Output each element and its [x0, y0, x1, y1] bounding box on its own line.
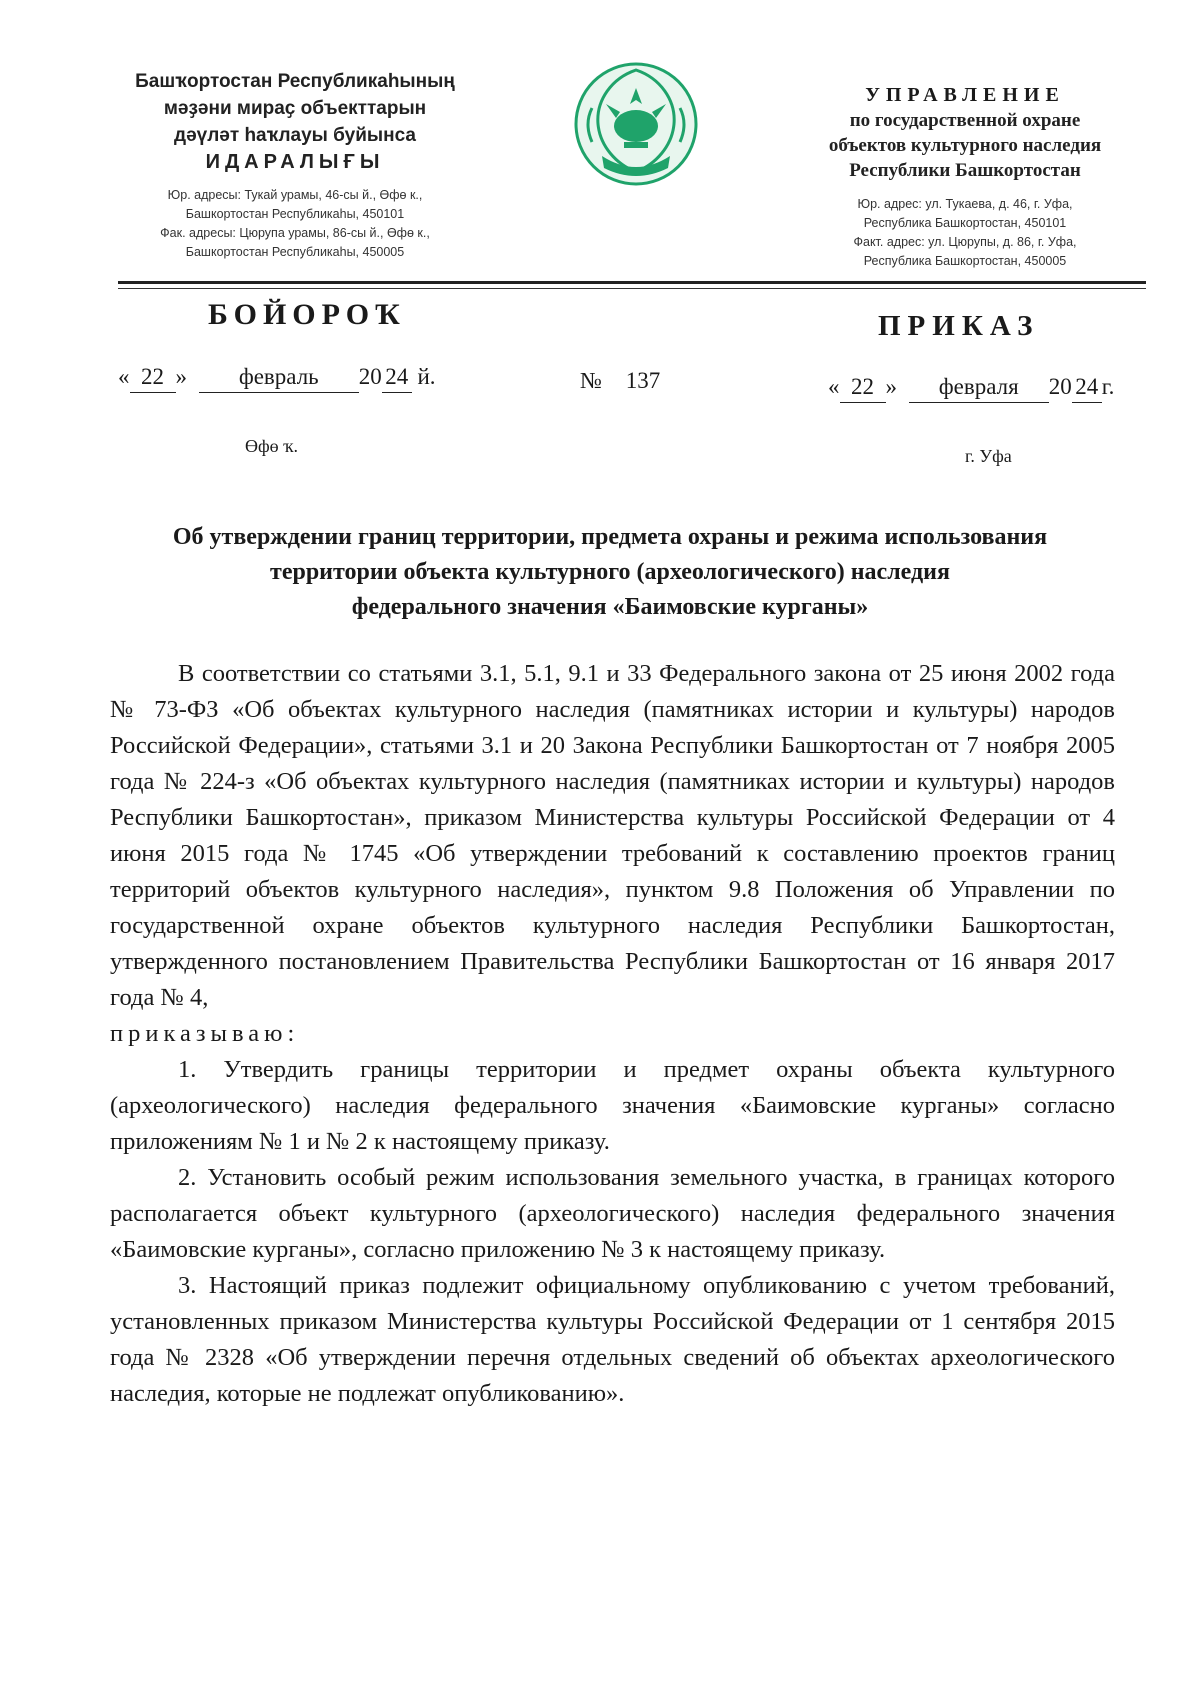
date-day: 22 — [840, 372, 886, 403]
date-month: февраль — [199, 362, 359, 393]
date-year-prefix: 20 — [1048, 374, 1072, 399]
title-line: Об утверждении границ территории, предмета охраны и режима использования — [172, 524, 1048, 550]
address-line: Юр. адресы: Тукай урамы, 46-сы й., Өфө к., — [167, 188, 423, 202]
header-left — [110, 68, 480, 262]
date-line-right: « 22 » февраля 20 24 г. — [828, 372, 1114, 403]
date-year-unit: й. — [417, 364, 436, 389]
number-value: 137 — [625, 368, 661, 393]
date-line-left: « 22 » февраль 20 24 й. — [118, 362, 436, 393]
date-month: февраля — [909, 372, 1049, 403]
address-block-right — [795, 195, 1135, 271]
org-name-line-1: по государственной охране — [849, 110, 1081, 131]
order-item-2: 2. Установить особый режим использования земельного участка, в границах которого располагается объект культурного (археологического) наследия федерального значения «Баимовские курганы», согласно приложению № 3 к настоящему приказу. — [110, 1164, 1115, 1263]
address-line: Республика Башкортостан, 450005 — [863, 254, 1067, 268]
place-russian: г. Уфа — [965, 446, 1012, 466]
date-year-suffix: 24 — [382, 362, 412, 393]
header-right — [795, 82, 1135, 271]
org-name-line-1: Башҡортостан Республикаһының — [135, 71, 455, 92]
title-line: федерального значения «Баимовские курганы» — [351, 594, 869, 620]
org-title: УПРАВЛЕНИЕ — [865, 84, 1065, 106]
order-label-bashkir: БОЙОРОҠ — [208, 298, 406, 331]
order-word: приказываю: — [110, 1020, 300, 1047]
header-divider-thick — [118, 281, 1146, 284]
org-name-line-2: мәҙәни мираҫ объекттарын — [163, 98, 427, 119]
order-item-1: 1. Утвердить границы территории и предмет охраны объекта культурного (археологического) наследия федерального значения «Баимовские курганы» согласно приложениям № 1 и № 2 к настоящему приказу. — [110, 1056, 1115, 1155]
address-line: Юр. адрес: ул. Тукаева, д. 46, г. Уфа, — [857, 197, 1073, 211]
date-year-suffix: 24 — [1072, 372, 1102, 403]
address-line: Фак. адресы: Цюрупа урамы, 86-сы й., Өфө к., — [160, 226, 430, 240]
place-bashkir: Өфө ҡ. — [245, 436, 298, 456]
order-number — [580, 366, 660, 396]
address-block-left — [110, 186, 480, 262]
order-label-russian: ПРИКАЗ — [878, 310, 1040, 342]
address-line: Факт. адрес: ул. Цюрупы, д. 86, г. Уфа, — [853, 235, 1077, 249]
date-day: 22 — [130, 362, 176, 393]
date-year-unit: г. — [1101, 374, 1115, 399]
org-kind: ИДАРАЛЫҒЫ — [205, 151, 385, 173]
header-divider-thin — [118, 288, 1146, 289]
org-name-line-2: объектов культурного наследия — [828, 135, 1102, 156]
preamble-paragraph: В соответствии со статьями 3.1, 5.1, 9.1 и 33 Федерального закона от 25 июня 2002 года № 73-ФЗ «Об объектах культурного наследия (памятниках истории и культуры) народов Российской Федерации», статьями 3.1 и 20 Закона Республики Башкортостан от 7 ноября 2005 года № 224-з «Об объектах культурного наследия (памятниках истории и культуры) народов Республики Башкортостан», приказом Министерства культуры Российской Федерации от 4 июня 2015 года № 1745 «Об утверждении требований к составлению проектов границ территорий объектов культурного наследия», пунктом 9.8 Положения об Управлении по государственной охране объектов культурного наследия Республики Башкортостан, утвержденного постановлением Правительства Республики Башкортостан от 16 января 2017 года № 4, — [110, 660, 1115, 1011]
date-year-prefix: 20 — [358, 364, 382, 389]
address-line: Башкортостан Республикаһы, 450101 — [185, 207, 405, 221]
order-item-3: 3. Настоящий приказ подлежит официальному опубликованию с учетом требований, установленных приказом Министерства культуры Российской Федерации от 1 сентября 2015 года № 2328 «Об утверждении перечня отдельных сведений об объектах археологического наследия, которые не подлежат опубликованию». — [110, 1272, 1115, 1407]
title-line: территории объекта культурного (археологического) наследия — [270, 559, 950, 585]
address-line: Башкортостан Республикаһы, 450005 — [185, 245, 405, 259]
document-body — [110, 656, 1115, 1412]
org-name-line-3: дәүләт һаҡлауы буйынса — [174, 125, 416, 146]
number-sign: № — [580, 368, 602, 393]
document-title — [110, 520, 1110, 625]
bashkortostan-emblem-icon — [572, 60, 700, 188]
org-name-line-3: Республики Башкортостан — [849, 160, 1081, 181]
address-line: Республика Башкортостан, 450101 — [863, 216, 1067, 230]
